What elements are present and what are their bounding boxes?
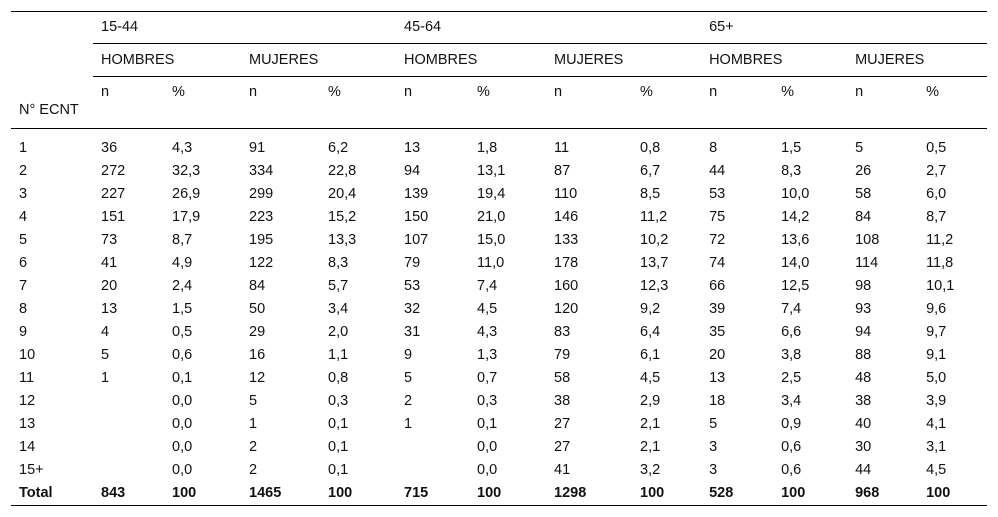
- header-row-age-groups: [11, 12, 987, 44]
- value-cell: 72: [709, 232, 726, 248]
- value-cell: 0,6: [781, 439, 802, 455]
- value-cell: 13,1: [477, 163, 506, 179]
- value-cell: 79: [554, 347, 571, 363]
- value-cell: 3,2: [640, 462, 661, 478]
- unit-header: n: [709, 84, 718, 100]
- total-cell: 100: [164, 482, 241, 506]
- total-cell: 1465: [241, 482, 320, 506]
- value-cell: 20: [101, 278, 118, 294]
- sex-header: HOMBRES: [93, 44, 241, 77]
- value-cell: 12,5: [781, 278, 810, 294]
- value-cell: 6,1: [640, 347, 661, 363]
- value-cell: 13: [404, 140, 421, 156]
- table-row: [11, 344, 987, 367]
- value-cell: 15,0: [477, 232, 506, 248]
- ecnt-count-cell: 6: [19, 255, 28, 271]
- value-cell: 5: [404, 370, 413, 386]
- value-cell: 9,2: [640, 301, 661, 317]
- value-cell: 13,7: [640, 255, 669, 271]
- value-cell: 0,1: [328, 439, 349, 455]
- value-cell: 2,1: [640, 439, 661, 455]
- value-cell: 0,1: [328, 416, 349, 432]
- age-group-header: 45-64: [396, 12, 701, 44]
- value-cell: 2,9: [640, 393, 661, 409]
- value-cell: 110: [554, 186, 578, 202]
- ecnt-count-cell: 13: [19, 416, 36, 432]
- value-cell: 0,1: [328, 462, 349, 478]
- value-cell: 299: [249, 186, 274, 202]
- value-cell: 8,3: [781, 163, 802, 179]
- value-cell: 2,0: [328, 324, 349, 340]
- value-cell: 7,4: [477, 278, 498, 294]
- value-cell: 2: [404, 393, 413, 409]
- value-cell: 1,5: [172, 301, 193, 317]
- value-cell: 0,0: [172, 462, 193, 478]
- unit-header: %: [477, 84, 490, 100]
- value-cell: 0,3: [477, 393, 498, 409]
- value-cell: 14,2: [781, 209, 810, 225]
- value-cell: 8,7: [926, 209, 947, 225]
- value-cell: 8,5: [640, 186, 661, 202]
- value-cell: 2,4: [172, 278, 193, 294]
- value-cell: 0,1: [477, 416, 498, 432]
- value-cell: 0,0: [477, 462, 498, 478]
- value-cell: 4,5: [477, 301, 498, 317]
- value-cell: 6,2: [328, 140, 349, 156]
- value-cell: 2,5: [781, 370, 802, 386]
- value-cell: 2: [249, 439, 258, 455]
- ecnt-count-cell: 8: [19, 301, 28, 317]
- value-cell: 1,8: [477, 140, 498, 156]
- ecnt-table: [11, 11, 987, 506]
- sex-header: MUJERES: [847, 44, 987, 77]
- value-cell: 0,0: [172, 393, 193, 409]
- value-cell: 94: [855, 324, 872, 340]
- value-cell: 160: [554, 278, 579, 294]
- value-cell: 26: [855, 163, 872, 179]
- value-cell: 11,2: [640, 209, 668, 225]
- value-cell: 17,9: [172, 209, 201, 225]
- value-cell: 3,4: [781, 393, 802, 409]
- table-row: [11, 229, 987, 252]
- value-cell: 35: [709, 324, 726, 340]
- value-cell: 146: [554, 209, 579, 225]
- unit-header: %: [781, 84, 794, 100]
- value-cell: 12,3: [640, 278, 669, 294]
- value-cell: 3,9: [926, 393, 947, 409]
- value-cell: 48: [855, 370, 872, 386]
- value-cell: 11,0: [477, 255, 505, 271]
- value-cell: 50: [249, 301, 266, 317]
- value-cell: 6,7: [640, 163, 661, 179]
- total-cell: 843: [93, 482, 164, 506]
- value-cell: 9,7: [926, 324, 947, 340]
- row-header-ecnt: N° ECNT: [11, 12, 93, 129]
- value-cell: 1,5: [781, 140, 802, 156]
- value-cell: 114: [855, 255, 879, 271]
- table-row: [11, 436, 987, 459]
- value-cell: 4,5: [926, 462, 947, 478]
- total-cell: 100: [632, 482, 701, 506]
- table-row: [11, 390, 987, 413]
- value-cell: 11,8: [926, 255, 954, 271]
- value-cell: 223: [249, 209, 274, 225]
- total-cell: 1298: [546, 482, 632, 506]
- value-cell: 31: [404, 324, 421, 340]
- value-cell: 4,9: [172, 255, 193, 271]
- value-cell: 5,7: [328, 278, 349, 294]
- value-cell: 150: [404, 209, 429, 225]
- value-cell: [396, 436, 469, 459]
- table-row: [11, 275, 987, 298]
- unit-header: %: [328, 84, 341, 100]
- total-cell: 715: [396, 482, 469, 506]
- value-cell: 0,0: [172, 439, 193, 455]
- header-row-units: [11, 77, 987, 129]
- value-cell: 227: [101, 186, 126, 202]
- value-cell: 2: [249, 462, 258, 478]
- value-cell: 5,0: [926, 370, 947, 386]
- value-cell: 73: [101, 232, 118, 248]
- value-cell: 0,5: [172, 324, 193, 340]
- value-cell: 13,3: [328, 232, 357, 248]
- value-cell: 39: [709, 301, 726, 317]
- value-cell: 29: [249, 324, 266, 340]
- value-cell: 0,1: [172, 370, 193, 386]
- ecnt-count-cell: 10: [19, 347, 36, 363]
- table-row: [11, 252, 987, 275]
- value-cell: 13: [101, 301, 118, 317]
- value-cell: 120: [554, 301, 579, 317]
- value-cell: 4,5: [640, 370, 661, 386]
- value-cell: [396, 459, 469, 482]
- value-cell: 2,7: [926, 163, 947, 179]
- age-group-header: 65+: [701, 12, 987, 44]
- value-cell: 94: [404, 163, 421, 179]
- value-cell: 9,6: [926, 301, 947, 317]
- value-cell: 8,3: [328, 255, 349, 271]
- total-cell: 100: [469, 482, 546, 506]
- ecnt-count-cell: 1: [19, 140, 28, 156]
- value-cell: 32: [404, 301, 421, 317]
- value-cell: 13,6: [781, 232, 810, 248]
- table-row: [11, 413, 987, 436]
- value-cell: 178: [554, 255, 579, 271]
- value-cell: 11,2: [926, 232, 954, 248]
- value-cell: 3,4: [328, 301, 349, 317]
- value-cell: 30: [855, 439, 872, 455]
- value-cell: 93: [855, 301, 872, 317]
- value-cell: 75: [709, 209, 726, 225]
- total-cell: 100: [320, 482, 396, 506]
- value-cell: 38: [855, 393, 872, 409]
- value-cell: [93, 436, 164, 459]
- value-cell: 272: [101, 163, 126, 179]
- sex-header: MUJERES: [241, 44, 396, 77]
- value-cell: 0,0: [172, 416, 193, 432]
- unit-header: n: [554, 84, 563, 100]
- value-cell: 32,3: [172, 163, 201, 179]
- value-cell: 0,8: [640, 140, 661, 156]
- value-cell: 3: [709, 439, 718, 455]
- ecnt-count-cell: 12: [19, 393, 36, 409]
- value-cell: 334: [249, 163, 274, 179]
- table-row: [11, 183, 987, 206]
- value-cell: 22,8: [328, 163, 357, 179]
- unit-header: %: [926, 84, 939, 100]
- value-cell: 1,1: [328, 347, 349, 363]
- value-cell: 0,7: [477, 370, 498, 386]
- value-cell: 2,1: [640, 416, 661, 432]
- value-cell: 4,3: [172, 140, 193, 156]
- value-cell: 11: [554, 140, 570, 156]
- value-cell: 40: [855, 416, 872, 432]
- value-cell: 79: [404, 255, 421, 271]
- value-cell: 139: [404, 186, 429, 202]
- value-cell: 13: [709, 370, 726, 386]
- age-group-header: 15-44: [93, 12, 396, 44]
- value-cell: 107: [404, 232, 429, 248]
- value-cell: 18: [709, 393, 726, 409]
- total-cell: 100: [918, 482, 987, 506]
- unit-header: n: [404, 84, 413, 100]
- value-cell: 1: [404, 416, 413, 432]
- value-cell: 6,0: [926, 186, 947, 202]
- value-cell: 133: [554, 232, 579, 248]
- unit-header: n: [249, 84, 258, 100]
- value-cell: 27: [554, 439, 571, 455]
- value-cell: 5: [709, 416, 718, 432]
- value-cell: 9: [404, 347, 413, 363]
- value-cell: 5: [101, 347, 110, 363]
- value-cell: 19,4: [477, 186, 506, 202]
- unit-header: %: [172, 84, 185, 100]
- value-cell: 1,3: [477, 347, 498, 363]
- total-cell: 100: [773, 482, 847, 506]
- value-cell: 0,9: [781, 416, 802, 432]
- value-cell: [93, 413, 164, 436]
- value-cell: 15,2: [328, 209, 357, 225]
- value-cell: 3: [709, 462, 718, 478]
- value-cell: 9,1: [926, 347, 947, 363]
- ecnt-count-cell: 2: [19, 163, 28, 179]
- value-cell: 58: [554, 370, 571, 386]
- value-cell: 36: [101, 140, 118, 156]
- value-cell: 16: [249, 347, 266, 363]
- value-cell: 44: [855, 462, 872, 478]
- value-cell: 20,4: [328, 186, 357, 202]
- value-cell: 195: [249, 232, 274, 248]
- table-row: [11, 298, 987, 321]
- value-cell: 0,5: [926, 140, 947, 156]
- value-cell: 0,6: [781, 462, 802, 478]
- value-cell: 7,4: [781, 301, 802, 317]
- value-cell: 6,4: [640, 324, 661, 340]
- table-row: [11, 160, 987, 183]
- value-cell: [93, 390, 164, 413]
- value-cell: 8,7: [172, 232, 193, 248]
- total-row: [11, 482, 987, 506]
- table-container: [11, 11, 987, 506]
- ecnt-count-cell: 5: [19, 232, 28, 248]
- value-cell: 4,1: [926, 416, 947, 432]
- value-cell: 1: [249, 416, 258, 432]
- value-cell: 98: [855, 278, 872, 294]
- unit-header: n: [101, 84, 110, 100]
- value-cell: 4,3: [477, 324, 498, 340]
- sex-header: MUJERES: [546, 44, 701, 77]
- value-cell: 84: [855, 209, 872, 225]
- value-cell: 91: [249, 140, 266, 156]
- value-cell: 26,9: [172, 186, 201, 202]
- value-cell: 4: [101, 324, 110, 340]
- value-cell: 6,6: [781, 324, 802, 340]
- table-row: [11, 206, 987, 229]
- value-cell: 20: [709, 347, 726, 363]
- value-cell: 3,8: [781, 347, 802, 363]
- value-cell: 3,1: [926, 439, 947, 455]
- value-cell: [93, 459, 164, 482]
- total-label: Total: [11, 482, 93, 506]
- value-cell: 83: [554, 324, 571, 340]
- total-cell: 968: [847, 482, 918, 506]
- sex-header: HOMBRES: [396, 44, 546, 77]
- ecnt-count-cell: 3: [19, 186, 28, 202]
- value-cell: 27: [554, 416, 571, 432]
- value-cell: 0,8: [328, 370, 349, 386]
- value-cell: 8: [709, 140, 718, 156]
- unit-header: n: [855, 84, 864, 100]
- value-cell: 108: [855, 232, 880, 248]
- value-cell: 5: [855, 140, 864, 156]
- value-cell: 10,0: [781, 186, 810, 202]
- value-cell: 5: [249, 393, 258, 409]
- ecnt-count-cell: 9: [19, 324, 28, 340]
- ecnt-count-cell: 15+: [19, 462, 44, 478]
- value-cell: 12: [249, 370, 266, 386]
- value-cell: 53: [709, 186, 726, 202]
- value-cell: 66: [709, 278, 726, 294]
- ecnt-count-cell: 7: [19, 278, 28, 294]
- value-cell: 14,0: [781, 255, 810, 271]
- value-cell: 38: [554, 393, 571, 409]
- table-row: [11, 321, 987, 344]
- value-cell: 0,3: [328, 393, 349, 409]
- value-cell: 88: [855, 347, 872, 363]
- table-row: [11, 367, 987, 390]
- value-cell: 10,2: [640, 232, 669, 248]
- ecnt-count-cell: 4: [19, 209, 28, 225]
- value-cell: 74: [709, 255, 726, 271]
- value-cell: 58: [855, 186, 872, 202]
- value-cell: 21,0: [477, 209, 506, 225]
- value-cell: 122: [249, 255, 274, 271]
- total-cell: 528: [701, 482, 773, 506]
- header-divider: [11, 129, 987, 138]
- value-cell: 0,6: [172, 347, 193, 363]
- value-cell: 84: [249, 278, 266, 294]
- value-cell: 41: [101, 255, 118, 271]
- value-cell: 10,1: [926, 278, 955, 294]
- value-cell: 151: [101, 209, 126, 225]
- table-row: [11, 459, 987, 482]
- value-cell: 53: [404, 278, 421, 294]
- value-cell: 87: [554, 163, 571, 179]
- value-cell: 44: [709, 163, 726, 179]
- unit-header: %: [640, 84, 653, 100]
- value-cell: 41: [554, 462, 571, 478]
- header-row-sexes: [11, 44, 987, 77]
- ecnt-count-cell: 14: [19, 439, 36, 455]
- value-cell: 0,0: [477, 439, 498, 455]
- ecnt-count-cell: 11: [19, 370, 35, 386]
- sex-header: HOMBRES: [701, 44, 847, 77]
- table-row: [11, 137, 987, 160]
- value-cell: 1: [101, 370, 110, 386]
